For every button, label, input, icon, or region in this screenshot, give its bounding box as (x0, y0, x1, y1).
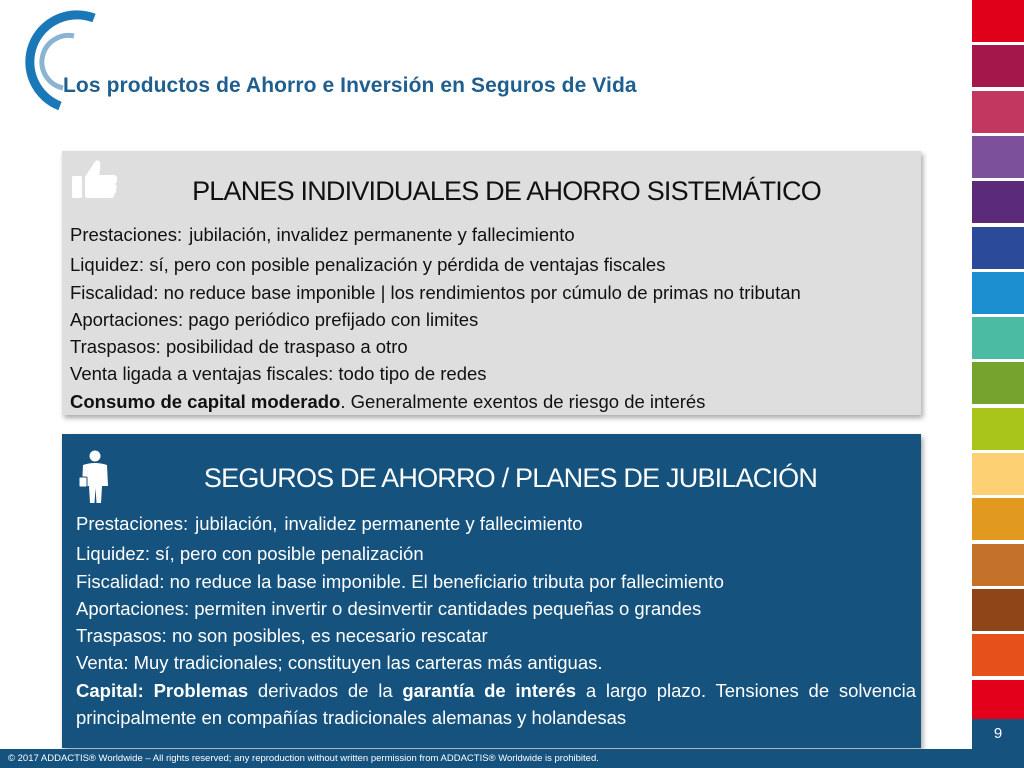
color-swatch (972, 181, 1024, 223)
row-venta: Venta: Muy tradicionales; constituyen las carteras más antiguas. (76, 652, 603, 674)
color-swatch (972, 91, 1024, 133)
capital-text-1: derivados de la (248, 679, 403, 701)
color-strip (972, 0, 1024, 768)
row-aportaciones: Aportaciones: permiten invertir o desinvertir cantidades pequeñas o grandes (76, 597, 702, 619)
row-consumo (70, 388, 915, 415)
prestaciones-value-1: jubilación, (195, 513, 278, 534)
capital-text-2: a largo plazo. Tensiones de solvencia principalmente en compañías tradicionales alemanas y holandesas (76, 679, 916, 729)
color-swatch (972, 498, 1024, 540)
color-swatch (972, 408, 1024, 450)
footer-copyright: © 2017 ADDACTIS® Worldwide – All rights reserved; any reproduction without written permission from ADDACTIS® Worldwide is prohibited. (0, 749, 1024, 768)
row-prestaciones (70, 221, 915, 248)
panel-heading: PLANES INDIVIDUALES DE AHORRO SISTEMÁTICO (192, 176, 821, 206)
consumo-bold: Consumo de capital moderado (70, 390, 341, 412)
prestaciones-label: Prestaciones: (70, 224, 183, 245)
color-swatch (972, 453, 1024, 495)
prestaciones-label: Prestaciones: (76, 513, 189, 534)
color-swatch (972, 317, 1024, 359)
color-swatch (972, 136, 1024, 178)
color-swatch (972, 45, 1024, 87)
color-swatch (972, 634, 1024, 676)
color-swatch (972, 227, 1024, 269)
row-traspasos: Traspasos: no son posibles, es necesario rescatar (76, 625, 488, 647)
row-liquidez: Liquidez: sí, pero con posible penalización (76, 543, 424, 565)
color-swatch (972, 680, 1024, 722)
row-fiscalidad: Fiscalidad: no reduce la base imponible. El beneficiario tributa por fallecimiento (76, 570, 724, 592)
color-swatch (972, 589, 1024, 631)
consumo-rest: . Generalmente exentos de riesgo de interés (340, 390, 706, 412)
panel-rows (70, 221, 915, 415)
panel-heading: SEGUROS DE AHORRO / PLANES DE JUBILACIÓN (203, 463, 818, 493)
row-liquidez: Liquidez: sí, pero con posible penalización y pérdida de ventajas fiscales (70, 254, 666, 276)
capital-bold-1: Capital: Problemas (76, 679, 249, 701)
color-swatch (972, 544, 1024, 586)
color-swatch (972, 362, 1024, 404)
page-title: Los productos de Ahorro e Inversión en Seguros de Vida (63, 74, 637, 97)
color-swatch (972, 0, 1024, 42)
panel-rows (76, 510, 916, 731)
panel-planes-individuales (62, 151, 921, 415)
row-fiscalidad: Fiscalidad: no reduce base imponible | los rendimientos por cúmulo de primas no tributan (70, 281, 801, 303)
panel-seguros-ahorro (62, 434, 921, 748)
page-number: 9 (972, 719, 1024, 749)
row-traspasos: Traspasos: posibilidad de traspaso a otro (70, 336, 408, 358)
capital-bold-2: garantía de interés (402, 679, 577, 701)
row-capital (76, 677, 916, 732)
prestaciones-value-2: invalidez permanente y fallecimiento (284, 513, 583, 534)
color-swatch (972, 272, 1024, 314)
row-venta: Venta ligada a ventajas fiscales: todo tipo de redes (70, 363, 487, 385)
row-aportaciones: Aportaciones: pago periódico prefijado con limites (70, 308, 479, 330)
prestaciones-value: jubilación, invalidez permanente y fallecimiento (189, 224, 575, 245)
row-prestaciones (76, 510, 916, 537)
